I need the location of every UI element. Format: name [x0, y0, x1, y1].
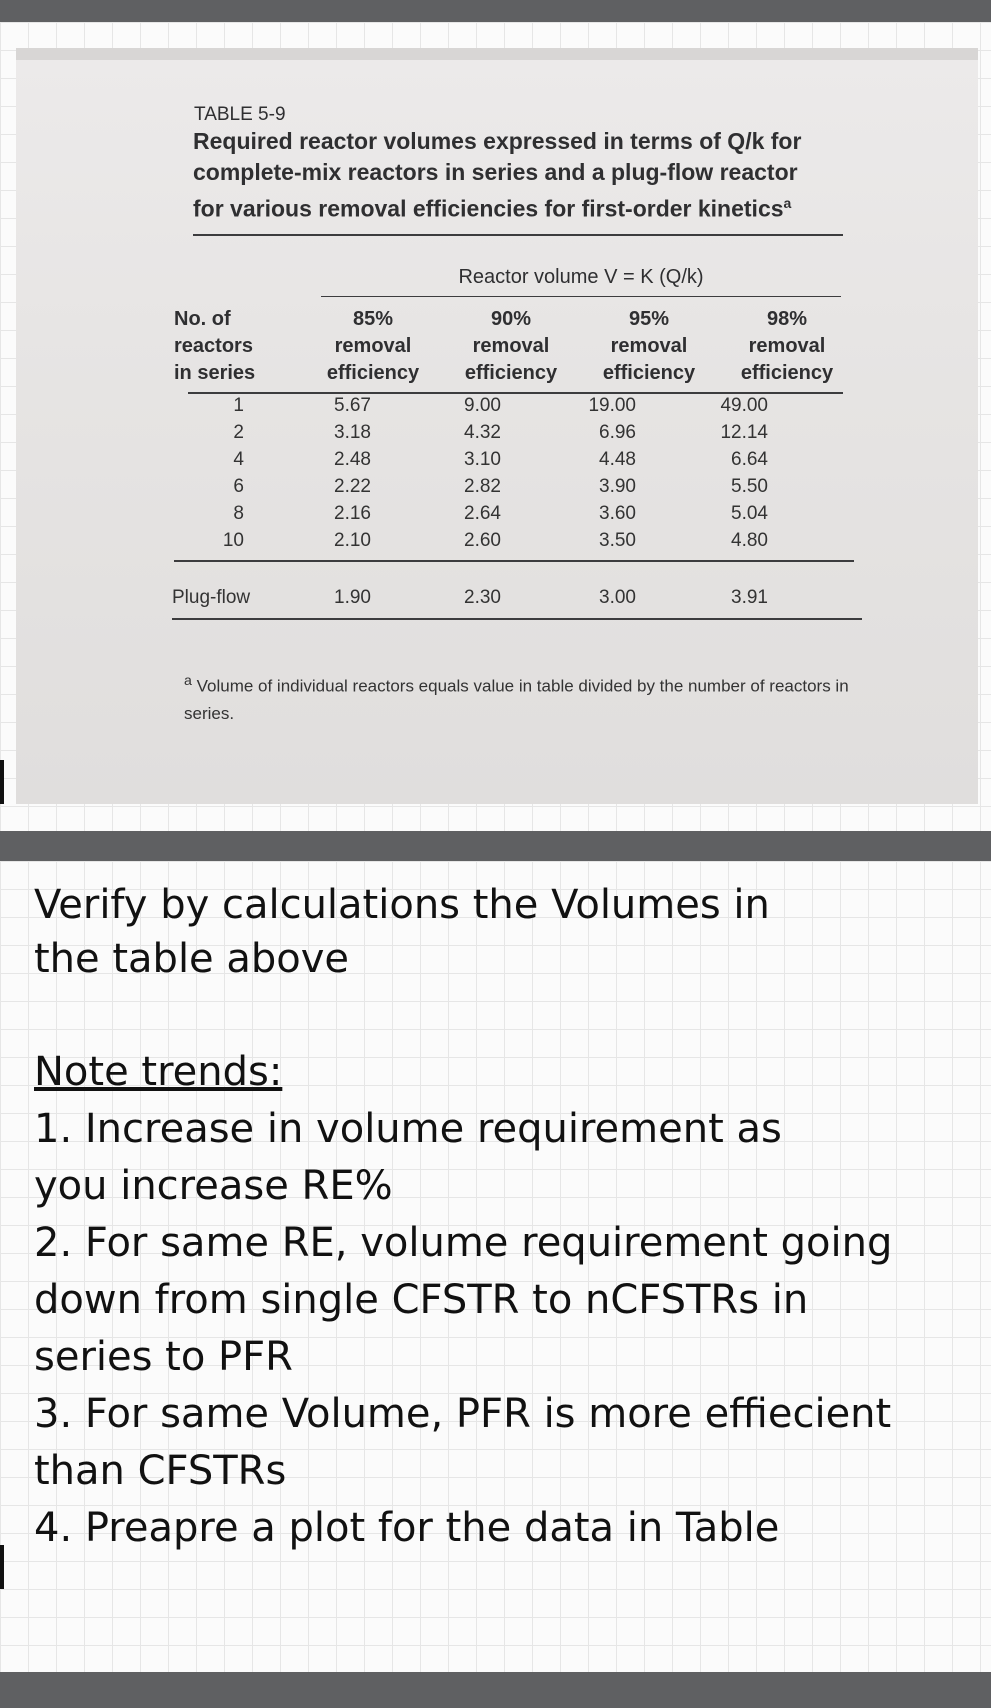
- table-caption: [193, 126, 813, 225]
- table-cell: 3.60: [599, 503, 636, 524]
- table-cell: 49.00: [720, 395, 768, 416]
- column-spanner-heading: Reactor volume V = K (Q/k): [458, 266, 704, 288]
- table-cell: 2.60: [464, 530, 501, 551]
- table-top-rule: [193, 234, 843, 236]
- column-header-98: [722, 306, 852, 387]
- plug-flow-label: Plug-flow: [172, 587, 251, 608]
- column-header-line: removal: [472, 335, 550, 357]
- scroll-marker-bottom: [0, 1545, 4, 1589]
- table-cell: 2.30: [464, 587, 501, 608]
- table-cell: 2.10: [334, 530, 371, 551]
- column-header-95: [584, 306, 714, 387]
- trends-heading: Note trends:: [34, 1049, 283, 1095]
- table-cell-n: 6: [233, 476, 244, 497]
- column-header-line: 98%: [766, 308, 808, 330]
- table-cell-n: 1: [233, 395, 244, 416]
- top-bar: [0, 0, 991, 22]
- table-cell: 19.00: [588, 395, 636, 416]
- body-bottom-rule: [174, 560, 854, 562]
- photo-top-edge: [16, 48, 978, 60]
- column-header-90: [446, 306, 576, 387]
- caption-footnote-marker: a: [783, 195, 792, 211]
- table-cell: 9.00: [464, 395, 501, 416]
- table-cell-n: 2: [233, 422, 244, 443]
- column-header-line: efficiency: [602, 362, 696, 384]
- table-cell: 3.50: [599, 530, 636, 551]
- column-header-line: 90%: [490, 308, 532, 330]
- table-cell: 4.48: [599, 449, 636, 470]
- column-header-line: efficiency: [464, 362, 558, 384]
- caption-text: Required reactor volumes expressed in terms of Q/k for complete-mix reactors in series and a plug-flow reactor for various removal efficiencies for first-order kinetics: [193, 128, 802, 222]
- column-header-line: removal: [334, 335, 412, 357]
- column-header-line: efficiency: [740, 362, 834, 384]
- table-cell-n: 8: [233, 503, 244, 524]
- trend-item: 1. Increase in volume requirement as you increase RE%: [34, 1106, 782, 1209]
- table-cell: 5.67: [334, 395, 371, 416]
- table-cell: 3.90: [599, 476, 636, 497]
- trend-item: 4. Preapre a plot for the data in Table: [34, 1505, 780, 1551]
- column-header-line: 85%: [352, 308, 394, 330]
- table-cell: 12.14: [720, 422, 768, 443]
- table-cell: 2.16: [334, 503, 371, 524]
- column-header-line: removal: [748, 335, 826, 357]
- divider-bar: [0, 831, 991, 861]
- table-cell: 2.82: [464, 476, 501, 497]
- table-photo: [16, 48, 978, 804]
- table-cell: 2.64: [464, 503, 501, 524]
- column-header-line: removal: [610, 335, 688, 357]
- verify-instruction: Verify by calculations the Volumes in the table above: [34, 882, 770, 982]
- trend-item: 2. For same RE, volume requirement going down from single CFSTR to nCFSTRs in series to PFR: [34, 1220, 893, 1380]
- footnote-text: Volume of individual reactors equals value in table divided by the number of reactors in series.: [184, 676, 849, 723]
- table-cell: 6.96: [599, 422, 636, 443]
- table-cell-n: 10: [222, 530, 244, 551]
- table-footnote: [184, 668, 884, 727]
- table-cell: 4.32: [464, 422, 501, 443]
- scroll-marker-top: [0, 760, 4, 804]
- table-bottom-rule: [172, 618, 862, 620]
- table-number: TABLE 5-9: [194, 104, 286, 125]
- spanner-rule: [321, 296, 841, 297]
- table-cell: 4.80: [731, 530, 768, 551]
- table-cell: 1.90: [334, 587, 371, 608]
- bottom-bar: [0, 1672, 991, 1708]
- table-cell: 3.18: [334, 422, 371, 443]
- table-cell: 6.64: [731, 449, 768, 470]
- column-header-line: efficiency: [326, 362, 420, 384]
- table-cell: 2.48: [334, 449, 371, 470]
- column-header-85: [308, 306, 438, 387]
- row-header: [174, 306, 294, 387]
- trends-list: [34, 1044, 974, 1557]
- row-header-line: in series: [174, 362, 256, 384]
- trend-item: 3. For same Volume, PFR is more effiecient than CFSTRs: [34, 1391, 892, 1494]
- row-header-line: No. of: [174, 308, 231, 330]
- table-cell: 5.04: [731, 503, 768, 524]
- table-cell: 5.50: [731, 476, 768, 497]
- table-cell: 3.00: [599, 587, 636, 608]
- table-cell: 3.91: [731, 587, 768, 608]
- column-header-line: 95%: [628, 308, 670, 330]
- table-cell: 2.22: [334, 476, 371, 497]
- row-header-line: reactors: [174, 335, 253, 357]
- table-cell-n: 4: [233, 449, 244, 470]
- footnote-marker: a: [184, 673, 192, 689]
- table-cell: 3.10: [464, 449, 501, 470]
